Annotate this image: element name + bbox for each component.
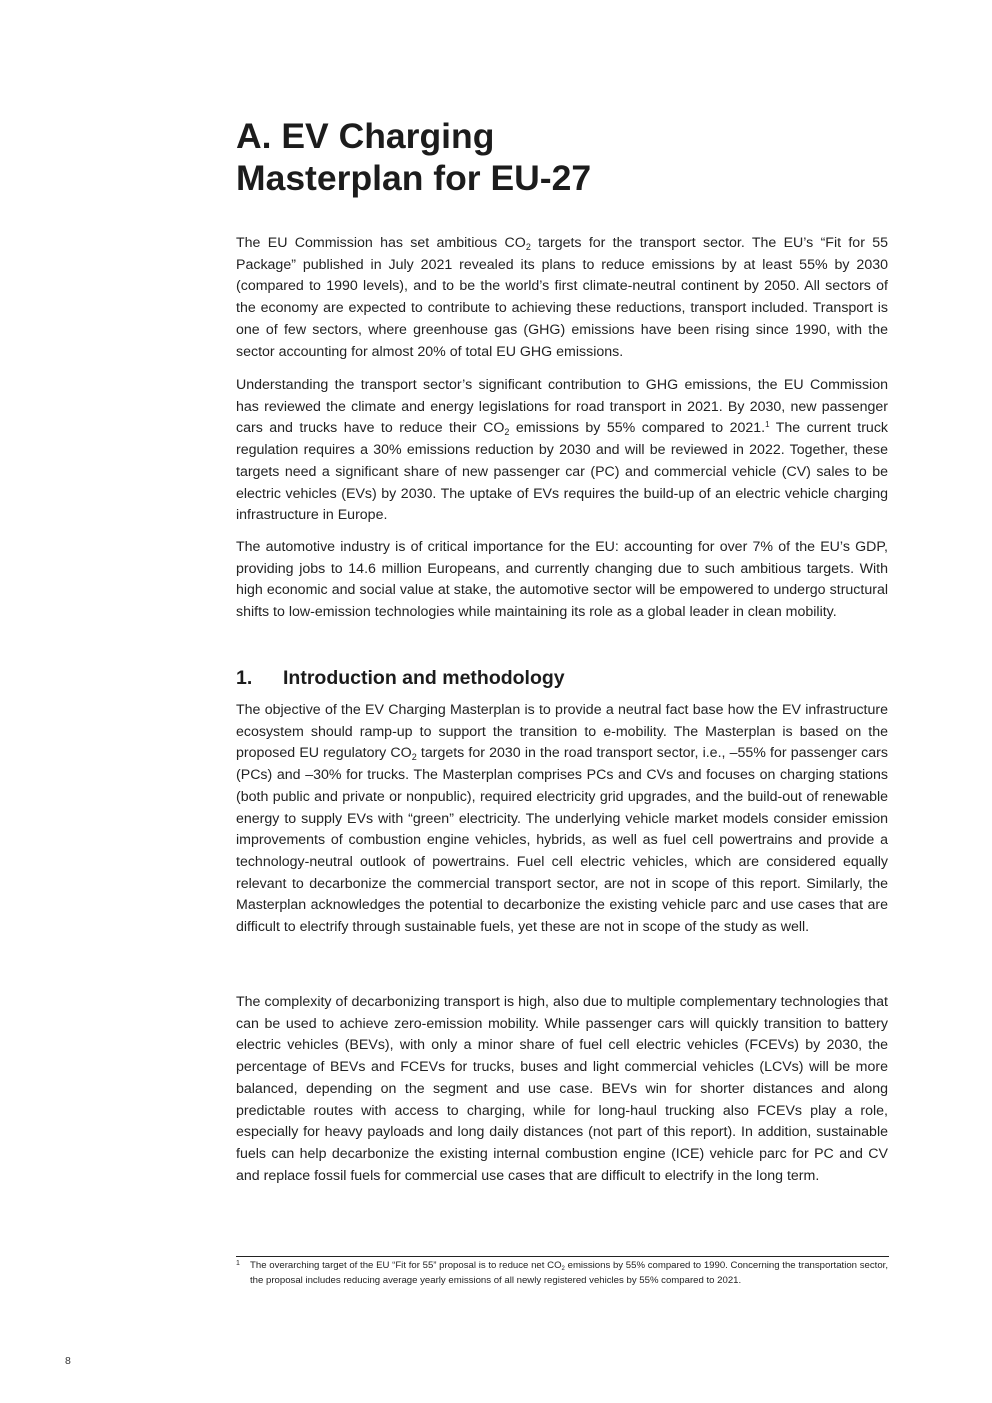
intro-paragraph-1: The EU Commission has set ambitious $CO_2$ targets for the transport sector. The EU’s “Fit for 55 Package” published in July 2021 revealed its plans to reduce emissions by at least 55% by 2030 (compared to 1990 levels), and to be the world’s first climate-neutral continent by 2050. All sectors of the economy are expected to contribute to achieving these reductions, transport included. Transport is one of few sectors, where greenhouse gas (GHG) emissions have been rising since 1990, with the sector accounting for almost 20% of total EU GHG emissions. (236, 235, 889, 360)
section-number: 1. (236, 667, 253, 689)
footnote-reference: 1 (765, 420, 770, 430)
section-heading (236, 666, 888, 690)
intro-paragraph-3: The automotive industry is of critical importance for the EU: accounting for over 7% of the EU’s GDP, providing jobs to 14.6 million Europeans, and currently changing due to such ambitious targets. With high economic and social value at stake, the automotive sector will be empowered to undergo structural shifts to low-emission technologies while maintaining its role as a global leader in clean mobility. (236, 539, 888, 621)
page-title-line-1: A. EV Charging (236, 116, 495, 156)
section-paragraph-1: The objective of the EV Charging Masterplan is to provide a neutral fact base how the EV infrastructure ecosystem should ramp-up to support the transition to e-mobility. The Masterplan is based on the proposed EU regulatory $CO_2$ targets for 2030 in the road transport sector, i.e., –55% for passenger cars (PCs) and –30% for trucks. The Masterplan comprises PCs and CVs and focuses on charging stations (both public and private or nonpublic), required electricity grid upgrades, and the build-out of renewable energy to supply EVs with “green” electricity. The underlying vehicle market models consider emission improvements of combustion engine vehicles, hybrids, as well as fuel cell powertrains and provide a technology-neutral outlook of powertrains. Fuel cell electric vehicles, which are considered equally relevant to decarbonize the commercial transport sector, are not in scope of this report. Similarly, the Masterplan acknowledges the potential to decarbonize the existing vehicle parc and use cases that are difficult to electrify through sustainable fuels, yet these are not in scope of the study as well. (236, 702, 888, 936)
footnote-mark: 1 (236, 1260, 240, 1267)
page-title-line-2: Masterplan for EU-27 (236, 158, 592, 198)
footnote-divider (236, 1256, 889, 1257)
section-paragraph-2: The complexity of decarbonizing transport is high, also due to multiple complementary technologies that can be used to achieve zero-emission mobility. While passenger cars will quickly transition to battery electric vehicles (BEVs), with only a minor share of fuel cell electric vehicles (FCEVs) by 2030, the percentage of BEVs and FCEVs for trucks, buses and light commercial vehicles (LCVs) will be more balanced, depending on the segment and use case. BEVs win for shorter distances and along predictable routes with access to charging, while for long-haul trucking also FCEVs play a role, especially for heavy payloads and long daily distances (not part of this report). In addition, sustainable fuels can help decarbonize the existing internal combustion engine (ICE) vehicle parc for PC and CV and replace fossil fuels for commercial use cases that are difficult to electrify in the long term. (236, 994, 888, 1184)
footnote-text: The overarching target of the EU “Fit for 55” proposal is to reduce net $CO_2$ emissions by 55% compared to 1990. Concerning the transportation sector, the proposal includes reducing average yearly emissions of all newly registered vehicles by 55% compared to 2021. (250, 1260, 888, 1286)
page-number: 8 (65, 1355, 71, 1367)
footnote (236, 1259, 888, 1288)
page-title (236, 115, 796, 199)
intro-paragraph-2: Understanding the transport sector’s significant contribution to GHG emissions, the EU Commission has reviewed the climate and energy legislations for road transport in 2021. By 2030, new passenger cars and trucks have to reduce their $CO_2$ emissions by 55% compared to 2021.$^1$ The current truck regulation requires a 30% emissions reduction by 2030 and will be reviewed in 2022. Together, these targets need a significant share of new passenger car (PC) and commercial vehicle (CV) sales to be electric vehicles (EVs) by 2030. The uptake of EVs requires the build-up of an electric vehicle charging infrastructure in Europe. (236, 377, 889, 524)
section-title: Introduction and methodology (283, 667, 565, 689)
